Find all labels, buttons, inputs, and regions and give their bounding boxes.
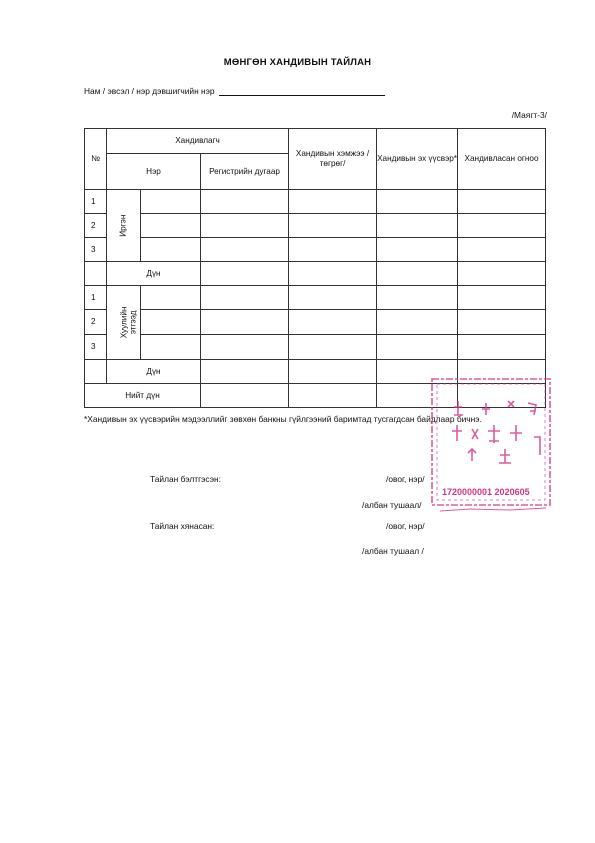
amount-cell[interactable] — [289, 238, 377, 262]
reg-no-cell[interactable] — [201, 286, 289, 310]
grand-total-amount[interactable] — [289, 384, 377, 408]
row-number: 3 — [85, 238, 107, 262]
source-cell[interactable] — [377, 238, 458, 262]
date-cell[interactable] — [458, 190, 546, 214]
source-cell[interactable] — [377, 214, 458, 238]
table-row — [85, 238, 546, 262]
date-cell[interactable] — [458, 286, 546, 310]
citizens-group-cell — [107, 190, 141, 262]
org-name-line — [84, 86, 385, 96]
reg-no-cell[interactable] — [201, 335, 289, 360]
citizens-subtotal-amount[interactable] — [289, 262, 377, 286]
prepared-by-label: Тайлан бэлтгэсэн: — [150, 474, 221, 484]
amount-cell[interactable] — [289, 190, 377, 214]
date-cell — [458, 262, 546, 286]
header-date: Хандивласан огноо — [458, 129, 546, 190]
citizens-subtotal-label: Дүн — [107, 262, 201, 286]
reg-no-cell[interactable] — [201, 190, 289, 214]
amount-cell[interactable] — [289, 310, 377, 335]
row-number: 1 — [85, 190, 107, 214]
prepared-by-position: /албан тушаал/ — [362, 500, 422, 510]
entities-subtotal-label: Дүн — [107, 360, 201, 384]
source-cell — [377, 262, 458, 286]
row-number: 1 — [85, 286, 107, 310]
name-cell[interactable] — [141, 335, 201, 360]
reg-no-cell[interactable] — [201, 238, 289, 262]
source-cell — [377, 384, 458, 408]
stamp-number: 1720000001 2020605 — [442, 487, 530, 497]
name-cell[interactable] — [141, 286, 201, 310]
date-cell — [458, 360, 546, 384]
header-no: № — [85, 129, 107, 190]
table-row — [85, 335, 546, 360]
grand-total-label: Нийт дүн — [85, 384, 201, 408]
date-cell — [458, 384, 546, 408]
footnote: *Хандивын эх үүсвэрийн мэдээллийг зөвхөн банкны гүйлгээний баримтад тусгагдсан байдлаар бичнэ. — [84, 414, 482, 424]
table-row — [85, 286, 546, 310]
reviewed-by-name: /овог, нэр/ — [386, 521, 425, 531]
reg-no-cell — [201, 262, 289, 286]
name-cell[interactable] — [141, 238, 201, 262]
header-reg-no: Регистрийн дугаар — [201, 154, 289, 190]
reg-no-cell — [201, 384, 289, 408]
date-cell[interactable] — [458, 310, 546, 335]
header-amount: Хандивын хэмжээ /төгрөг/ — [289, 129, 377, 190]
date-cell[interactable] — [458, 238, 546, 262]
source-cell[interactable] — [377, 335, 458, 360]
reg-no-cell[interactable] — [201, 214, 289, 238]
amount-cell[interactable] — [289, 335, 377, 360]
entities-subtotal-row — [85, 360, 546, 384]
entities-label: Хуулийн этгээд — [119, 306, 138, 339]
table-row — [85, 310, 546, 335]
header-row-1 — [85, 129, 546, 154]
reg-no-cell — [201, 360, 289, 384]
reviewed-by-position: /албан тушаал / — [362, 546, 424, 556]
source-cell[interactable] — [377, 286, 458, 310]
row-number: 3 — [85, 335, 107, 360]
source-cell[interactable] — [377, 310, 458, 335]
org-name-label: Нам / эвсэл / нэр дэвшигчийн нэр — [84, 86, 215, 96]
citizens-label: Иргэн — [118, 214, 128, 237]
reviewed-by-label: Тайлан хянасан: — [150, 521, 215, 531]
amount-cell[interactable] — [289, 214, 377, 238]
prepared-by-name: /овог, нэр/ — [386, 474, 425, 484]
name-cell[interactable] — [141, 310, 201, 335]
header-donor: Хандивлагч — [107, 129, 289, 154]
table-row — [85, 190, 546, 214]
form-number: /Маягт-3/ — [511, 110, 547, 120]
citizens-subtotal-row — [85, 262, 546, 286]
row-number: 2 — [85, 214, 107, 238]
row-number: 2 — [85, 310, 107, 335]
empty-cell — [85, 262, 107, 286]
entities-group-cell — [107, 286, 141, 360]
reg-no-cell[interactable] — [201, 310, 289, 335]
report-title: МӨНГӨН ХАНДИВЫН ТАЙЛАН — [223, 57, 372, 68]
source-cell[interactable] — [377, 190, 458, 214]
name-cell[interactable] — [141, 214, 201, 238]
header-source: Хандивын эх үүсвэр* — [377, 129, 458, 190]
donation-table — [84, 128, 546, 408]
amount-cell[interactable] — [289, 286, 377, 310]
date-cell[interactable] — [458, 214, 546, 238]
grand-total-row — [85, 384, 546, 408]
table-row — [85, 214, 546, 238]
date-cell[interactable] — [458, 335, 546, 360]
source-cell — [377, 360, 458, 384]
empty-cell — [85, 360, 107, 384]
header-name: Нэр — [107, 154, 201, 190]
org-name-blank — [219, 87, 385, 96]
entities-subtotal-amount[interactable] — [289, 360, 377, 384]
name-cell[interactable] — [141, 190, 201, 214]
